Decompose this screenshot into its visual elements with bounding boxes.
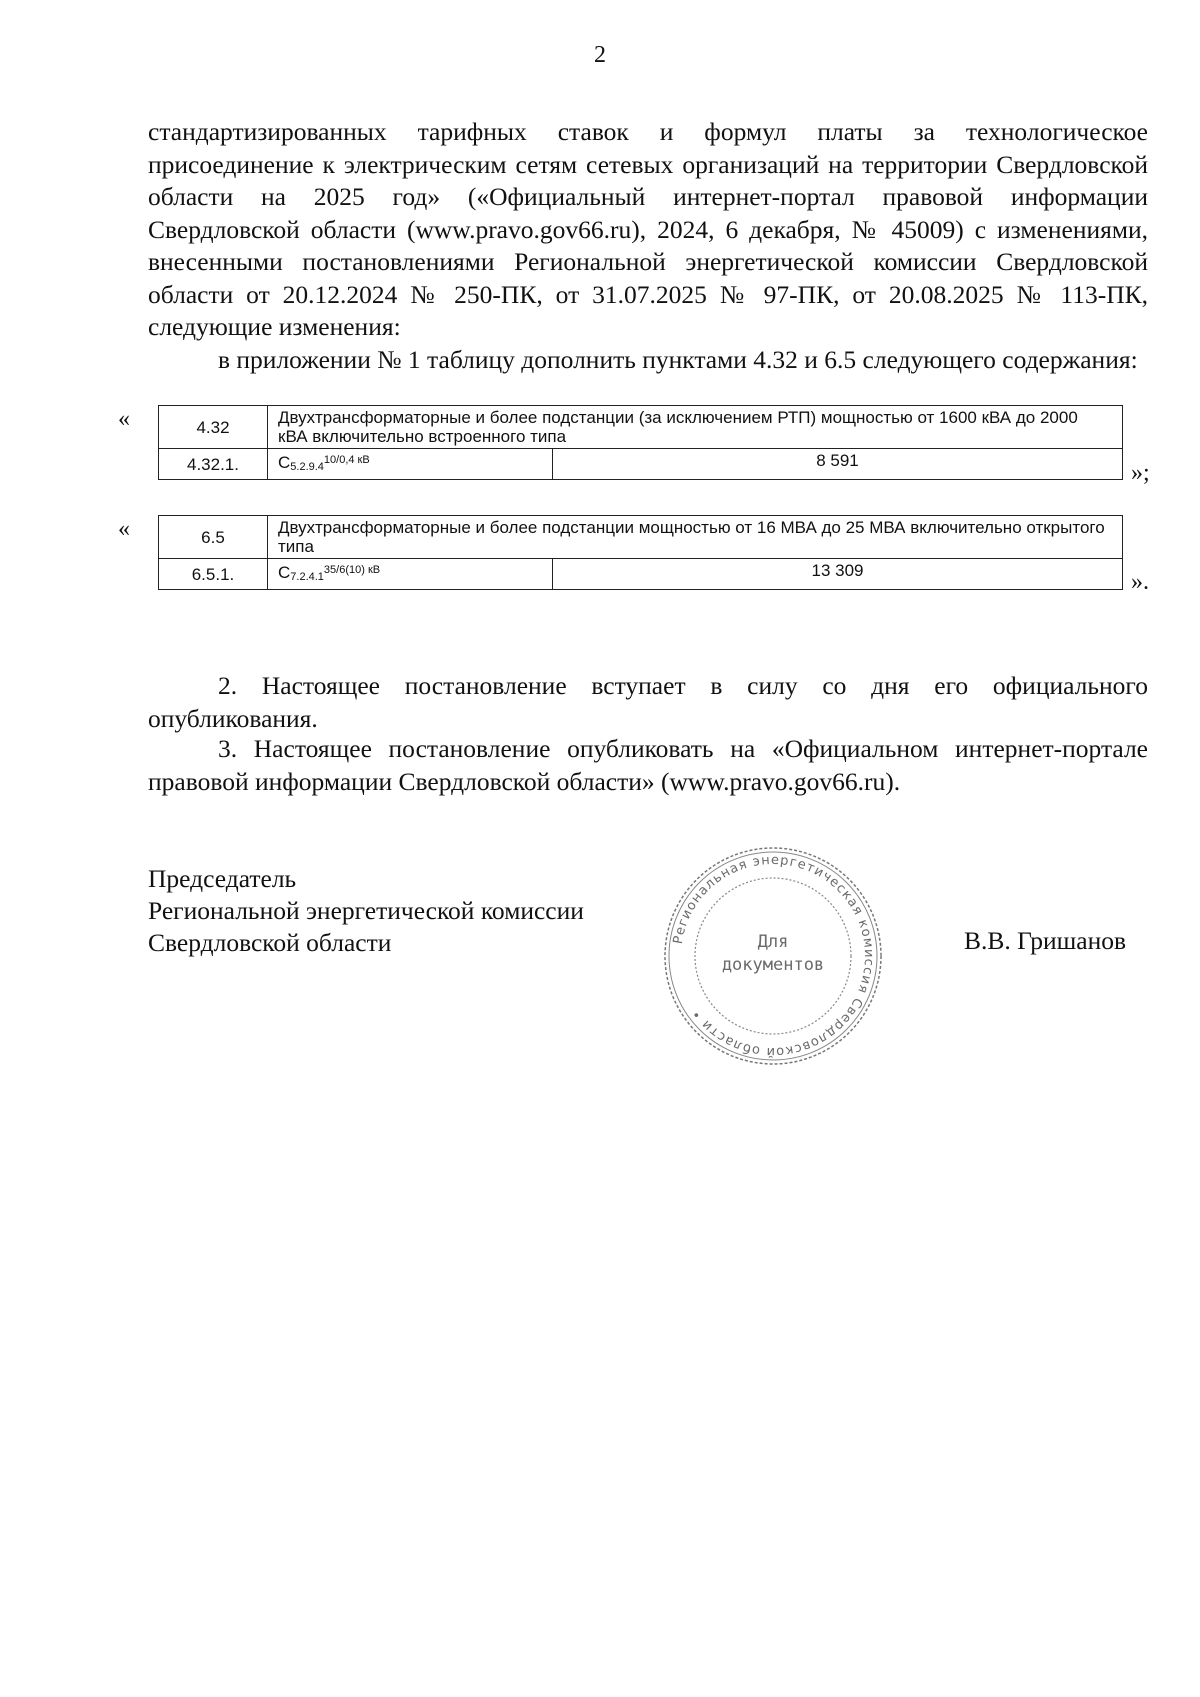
subitem-number: 6.5.1. (159, 559, 268, 590)
item-number: 4.32 (159, 406, 268, 449)
signatory-title-line: Председатель (148, 864, 297, 893)
opening-quote-1: « (118, 406, 130, 432)
tariff-table-6-5 (158, 515, 1123, 590)
rate-code-subscript: 7.2.4.1 (290, 571, 324, 583)
stamp-center-line2: документов (721, 955, 825, 975)
subitem-number: 4.32.1. (159, 449, 268, 480)
item-description: Двухтрансформаторные и более подстанции мощностью от 16 МВА до 25 МВА включительно открытого типа (268, 516, 1123, 559)
signatory-title-line: Свердловской области (148, 928, 392, 957)
signatory-title (148, 863, 584, 959)
rate-code-main: С (278, 453, 291, 472)
signatory-title-line: Региональной энергетической комиссии (148, 896, 584, 925)
rate-code (268, 449, 553, 480)
rate-code-superscript: 10/0,4 кВ (323, 454, 370, 466)
rate-value: 13 309 (553, 559, 1123, 590)
opening-quote-2: « (118, 516, 130, 542)
rate-code-superscript: 35/6(10) кВ (323, 564, 381, 576)
stamp-center-line1: Для (757, 932, 789, 952)
rate-value: 8 591 (553, 449, 1123, 480)
table-row (159, 406, 1123, 449)
table-row (159, 449, 1123, 480)
rate-code-subscript: 5.2.9.4 (290, 461, 324, 473)
table-row (159, 559, 1123, 590)
effective-date-paragraph: 2. Настоящее постановление вступает в силу со дня его официального опубликования. (148, 671, 1148, 733)
official-stamp (662, 845, 884, 1067)
page-number: 2 (594, 42, 606, 68)
closing-quote-2: ». (1131, 569, 1149, 595)
item-description: Двухтрансформаторные и более подстанции (за исключением РТП) мощностью от 1600 кВА до 2000 кВА включительно встроенного типа (268, 406, 1123, 449)
rate-code (268, 559, 553, 590)
table-row (159, 516, 1123, 559)
closing-quote-1: »; (1131, 460, 1150, 486)
rate-code-main: С (278, 563, 291, 582)
intro-paragraph: стандартизированных тарифных ставок и формул платы за технологическое присоединение к электрическим сетям сетевых организаций на территории Свердловской области на 2025 год» («Официальный интернет-портал правовой информации Свердловской области (www.pravo.gov66.ru), 2024, 6 декабря, № 45009) с изменениями, внесенными постановлениями Региональной энергетической комиссии Свердловской области от 20.12.2024 № 250-ПК, от 31.07.2025 № 97-ПК, от 20.08.2025 № 113-ПК, следующие изменения: (148, 117, 1148, 341)
stamp-ring-text: Региональная энергетическая комиссия Свердловской области • (670, 852, 877, 1060)
tariff-table-4-32 (158, 405, 1123, 480)
signatory-name: В.В. Гришанов (964, 926, 1127, 955)
amendment-paragraph: в приложении № 1 таблицу дополнить пунктами 4.32 и 6.5 следующего содержания: (218, 345, 1138, 374)
publication-paragraph: 3. Настоящее постановление опубликовать на «Официальном интернет-портале правовой информации Свердловской области» (www.pravo.gov66.ru). (148, 734, 1148, 796)
item-number: 6.5 (159, 516, 268, 559)
